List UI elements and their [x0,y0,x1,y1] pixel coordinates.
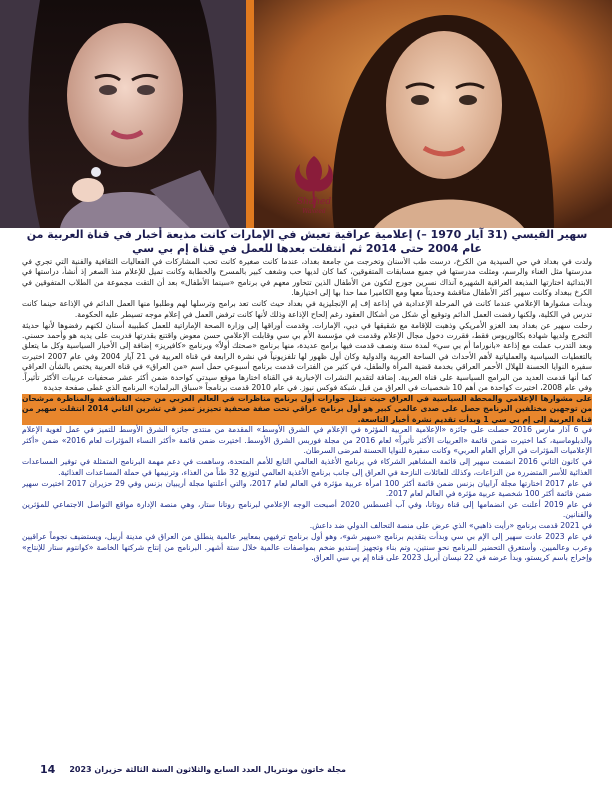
logo-text: Shahed [296,197,332,207]
page-number: 14 [40,762,56,776]
paragraph-wfp-2016: في كانون الثاني 2016 انضمت سهير إلى قائمة المشاهير الشركاء في برنامج الأغذية العالمي التابع للأمم المتحدة، وساهمت في دعم مهمة البرنامج المتمثلة في توفير المساعدات الغذائية للأسر المتضررة من النزاعات، وكذلك للعائلات النازحة في العراق إلى جانب برنامج الأغذية العالمي لتوزيع 32 طناً من الغذاء، وترنيمها في حملة المساعدات الغذائية. [22,457,592,477]
paragraph-2017: في عام 2017 اختارتها مجلة آرابيان بزنس ضمن قائمة أكثر 100 امرأة عربية مؤثرة في العالم لعام 2017، والتي أعلنتها مجلة أريبيان بزنس وفي 29 حزيران 2017 اختيرت سهير ضمن قائمة أكثر 100 شخصية عربية مؤثرة في العالم لعام 2017. [22,478,592,498]
paragraph-2023: في عام 2023 عادت سهير إلى الإم بي سي وبدأت بتقديم برنامج «سهير شو»، وهو أول برنامج ترفيهي بمعايير عالمية ينطلق من العراق في مدينة أربيل، ويستضيف نجوماً عراقيين وعرب وعالميين. وأستغرق التحضير للبرنامج نحو سنتين، وتم بناء وتجهيز إستديو ضخم بمواصفات عالمية خلال ستة أشهر. البرنامج من إنتاج شركتها الخاصة «كوانتوم ستار للإنتاج» وإخراج باسم كريستو، وبدأ عرضه في 22 نيسان أبريل 2023 على قناة إم بي سي العراق. [22,532,592,563]
article-headline: سهير القيسي (31 آيار 1970 –) إعلامية عراقية تعيش في الإمارات كانت مذيعة أخبار في قناة العربية من عام 2004 حتى 2014 ثم انتقلت بعدها للعمل في قناة إم بي سي [26,228,588,255]
paragraph-highlighted: على مشوارها الإعلامي والمحطة السياسية في العراق حيث تمثل حوارات أول برنامج مناظرات في العالم العربي من حيث المنافسة والمناظرة مرشحان من توجهين مختلفين البرنامج حصل على صدى عالمي كبير هو أول برنامج عراقي تحت صفة صحفية تحيزيز تميز في تشرين الثاني 2014 انتقلت سهير من قناة العربية إلى إم بي سي 1 وبدأت تقديم نشرة أخبار التاسعة. [22,394,592,425]
paragraph-2021: في 2021 قدمت برنامج «رأيت ذاهبي» الذي عرض على منصة التحالف الدولي ضد داعش. [309,521,592,531]
paragraph-dubai-career: رحلت سهير عن بغداد بعد الغزو الأمريكي وذهبت للإقامة مع شقيقها في دبي، الإمارات. وقدمت أوراقها إلى وزارة الصحة الإماراتية للعمل كطبيبة أسنان لكنهم رفضوها لأنها حديثة التخرج ولديها شهادة بكالوريوس فقط، فقررت دخول مجال الإعلام وقدمت في مؤسسة الأم بي سي وقابلت الإعلامي حسن معوض واقتنع بقدرتها فدربت على يديه هو وأحمد حسني. وبعد التدرب عملت مع إذاعة «بانوراما أم بي سي» لمدة سنة ونصف قدمت فيها برامج عديدة، منها برنامج «صحتك أولاً» وبرنامج «كافيريز» إضافة إلى الأخبار السياسية وكل ما يتعلق بالتغطيات السياسية والعملياتية لأهم الأحداث في الساحة العربية والدولية وكان أول ظهور لها تلفزيونياً في نشرة الرابعة في قناة العربية في 21 آيار 2004 وفي عام 2007 اختيرت سفيرة النوايا الحسنة للهلال الأحمر العراقي بخدمة قضية المرأة والطفل، في كثير من الفترات قدمت برنامج أسبوعي حمل اسم «من العراق» في قناة العربية يختص بالشأن العراقي كما أنها قدمت العديد من البرامج السياسية على قناة العربية. إضافة لتقديم النشرات الإخبارية في القناة اختارها موقع سيدتي كواحدة ضمن أكثر عشر صحفيات عربيات الأكثر تأثيراً. وفي عام 2008، اختيرت كواحدة من أهم 10 شخصيات في العراق من قبل شبكة فوكس نيوز. في عام 2010 قدمت برنامجاً «سباق البرلمان» البرنامج الذي غطى صفحة جديدة [22,320,592,393]
footer-magazine-info: مجلة خاتون مونتريال العدد السابع والثلاثون السنة الثالثة حزيران 2023 [69,764,346,774]
magazine-logo [286,150,342,216]
logo-subtext: Waxeed [302,208,326,215]
paragraph-early-life: ولدت في بغداد في حي السيدية من الكرخ، درست طب الأسنان وتخرجت من جامعة بغداد، عندما كانت صغيرة كانت تحب المشاركات في الفعاليات الثقافية والفنية التي تجري في مدرستها مثل الغناء والرسم، ومثلت مدرستها في جميع مسابقات المتفوقين، كما كان لديها حب وشغف كبير بالمسرح والخطابة وكانت تميل للإعلام منذ الصغر إذ أنشأ، دراستها في الابتدائية اختارتها المذيعة العراقية الشهيرة آنذاك نسرين جورج لتكون من الأطفال الذين تتحاور معهم في برنامج «سينما الأطفال» بعد أن التقت مجموعة من الطلاب المتفوقين في الكرخ ببغداد وكانت سهير أكثر الأطفال مناقشة وحديثاً معها ومع الكاميرا مما حدا بها إلى اختيارها. [22,257,592,298]
paragraph-awards-2016: في 6 آذار مارس 2016 حصلت على جائزة «الإعلامية العربية المؤثرة في الإعلام في الشرق الأوسط» المقدمة من منتدى جائزة الشرق الأوسط للتميز في عمل لغوية الإعلام والدبلوماسية، كما اختيرت ضمن قائمة «العربيات الأكثر تأثيراً» لعام 2016 من مجلة فوربس الشرق الأوسط. اختيرت ضمن قائمة «أكثر النساء المؤثرات لعام 2016» ضمن «أكثر الإعلاميات المؤثرات في الرأي العام العربي» وكانت سفيرة للنوايا الحسنة لمرضى السرطان. [22,425,592,456]
page-footer [40,762,580,776]
paragraph-2019: في عام 2019 أعلنت عن انضمامها إلى قناة روتانا، وفي آب أغسطس 2020 أصبحت الوجه الإعلامي لبرنامج روتانا ستار، وهي منصة الإدارة مواقع التواصل الاجتماعي للمؤثرين والفنانين. [22,499,592,520]
orange-divider [246,0,254,228]
paragraph-radio-career: وبدأت مشوارها الإعلامي عندما كانت في المرحلة الإعدادية في إذاعة إف إم الإنجليزية في بغداد حيث كانت تعد برامج وترسلها لهم وطلبوا منها العمل الدائم في الإذاعة حينما كانت تدرس في الكلية، ولكنها رفضت العمل الدائم وتوقيع أي شكل من أشكال العقود رغم إلحاح الإذاعة وذلك لأنها كانت ترفض العمل في إعلام موجه تسيطر عليه الحكومة. [22,299,592,319]
article-body [22,257,592,757]
portrait-photo-left [0,0,246,228]
